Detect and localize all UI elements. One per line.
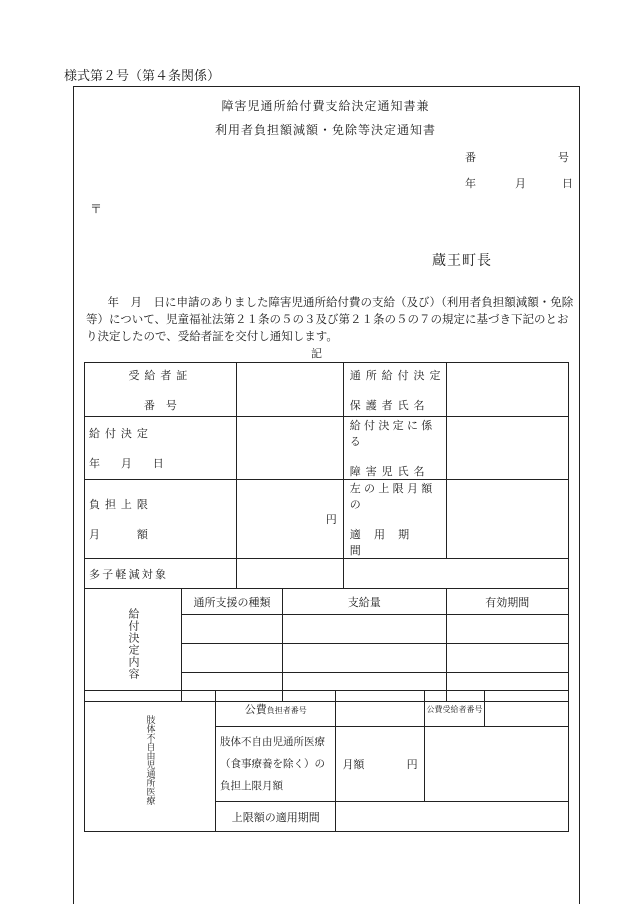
limit-monthly-value[interactable] <box>236 480 343 559</box>
recipient-number-label <box>424 691 485 727</box>
body-text: 年 月 日に申請のありました障害児通所給付費の支給（及び）（利用者負担額減額・免除等）について、児童福祉法第２１条の５の３及び第２１条の５の７の規定に基づき下記のとおり決定したので、受給者証を交付し通知します。 <box>86 295 574 343</box>
child-line1: 給付決定に係る <box>349 419 436 448</box>
valid-period-cell[interactable] <box>446 644 569 673</box>
issuer-name: 蔵王町長 <box>432 253 492 269</box>
supply-amount-cell[interactable] <box>283 615 446 644</box>
applicable-period-label <box>343 480 446 559</box>
recipient-cert-line1: 受給者証 <box>128 368 193 382</box>
col-valid-period: 有効期間 <box>446 589 569 615</box>
postal-mark: 〒 <box>90 202 103 216</box>
payer-number-small: 負担者番号 <box>266 705 307 715</box>
child-name-value[interactable] <box>446 417 569 480</box>
decision-content-label <box>85 589 182 702</box>
monthly-amount-value[interactable] <box>336 727 424 802</box>
medical-side-text: 肢体不自由児通所医療 <box>144 714 155 805</box>
payer-number-pre: 公費 <box>244 702 267 716</box>
guardian-line2: 保護者氏名 <box>349 398 430 412</box>
limit-period-value[interactable] <box>336 802 569 832</box>
decision-date-label <box>85 417 237 480</box>
recipient-cert-label <box>85 363 237 417</box>
medical-side-label <box>85 691 216 832</box>
applicable-period-value[interactable] <box>446 480 569 559</box>
yen-unit: 円 <box>325 513 337 526</box>
monthly-amount-label: 月額 <box>342 758 365 771</box>
payer-number-boxes[interactable] <box>336 691 424 727</box>
recipient-number-small: 受給者番号 <box>442 705 483 714</box>
decision-date-value[interactable] <box>236 417 343 480</box>
medical-limit-label: 肢体不自由児通所医療（食事療養を除く）の負担上限月額 <box>216 727 336 802</box>
support-type-cell[interactable] <box>182 644 283 673</box>
support-type-cell[interactable] <box>182 615 283 644</box>
date-month: 月 <box>515 177 526 190</box>
number-label: 番 <box>465 151 476 164</box>
title-line-2: 利用者負担額減額・免除等決定通知書 <box>214 123 436 137</box>
limit-line2: 月 額 <box>89 528 153 541</box>
child-line2: 障害児氏名 <box>349 465 430 478</box>
yen-unit: 円 <box>406 758 418 771</box>
guardian-name-label <box>343 363 446 417</box>
multi-child-label: 多子軽減対象 <box>85 559 237 589</box>
date-year: 年 <box>465 177 476 190</box>
guardian-line1: 通所給付決定 <box>349 368 446 382</box>
child-name-label <box>343 417 446 480</box>
medical-table <box>84 690 569 832</box>
monthly-amount-blank <box>424 727 568 802</box>
valid-period-cell[interactable] <box>446 615 569 644</box>
multi-child-blank <box>343 559 568 589</box>
period-line2: 適用期間 <box>349 528 423 557</box>
multi-child-value[interactable] <box>236 559 343 589</box>
decision-date-line1: 給付決定 <box>89 427 153 440</box>
limit-period-label: 上限額の適用期間 <box>216 802 336 832</box>
decision-date-line2: 年 月 日 <box>89 457 169 470</box>
limit-monthly-label <box>85 480 237 559</box>
col-supply-amount: 支給量 <box>283 589 446 615</box>
recipient-number-boxes[interactable] <box>485 691 569 727</box>
form-label: 様式第２号（第４条関係） <box>64 69 221 84</box>
decision-content-text: 給付決定内容 <box>127 607 140 680</box>
limit-line1: 負担上限 <box>89 498 153 511</box>
col-support-type: 通所支援の種類 <box>182 589 283 615</box>
number-suffix: 号 <box>558 151 569 164</box>
guardian-name-value[interactable] <box>446 363 569 417</box>
ki-label: 記 <box>311 347 322 360</box>
recipient-cert-line2: 番 号 <box>143 398 177 412</box>
supply-amount-cell[interactable] <box>283 644 446 673</box>
date-day: 日 <box>562 177 573 190</box>
recipient-number-pre: 公費 <box>426 705 443 714</box>
recipient-cert-number-boxes[interactable] <box>236 363 343 417</box>
title-line-1: 障害児通所給付費支給決定通知書兼 <box>221 99 430 113</box>
payer-number-label <box>216 691 336 727</box>
period-line1: 左の上限月額の <box>349 482 436 511</box>
decision-table <box>84 362 569 702</box>
